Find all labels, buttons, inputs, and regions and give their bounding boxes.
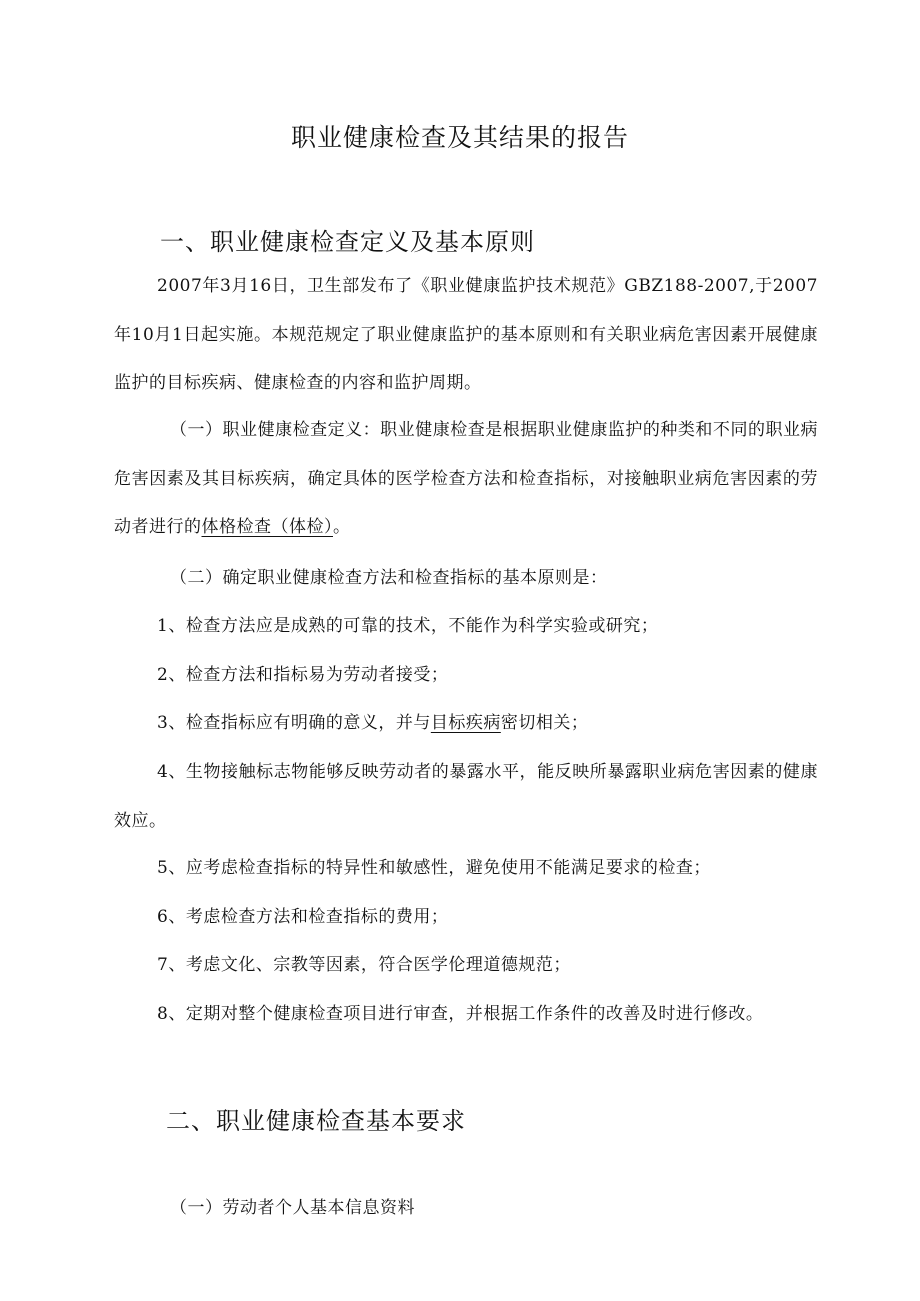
section2-subheading-1: （一）劳动者个人基本信息资料 [170,1198,415,1218]
principle-item-7: 7、考虑文化、宗教等因素，符合医学伦理道德规范； [157,955,571,975]
definition-paragraph [114,406,818,552]
principle-item-2: 2、检查方法和指标易为劳动者接受； [157,665,449,685]
principles-heading: （二）确定职业健康检查方法和检查指标的基本原则是： [170,568,608,588]
section2-heading: 二、职业健康检查基本要求 [166,1107,466,1135]
principle-item-1: 1、检查方法应是成熟的可靠的技术，不能作为科学实验或研究； [157,616,659,636]
principle-item-5: 5、应考虑检查指标的特异性和敏感性，避免使用不能满足要求的检查； [157,858,711,878]
section1-intro-paragraph: 2007年3月16日，卫生部发布了《职业健康监护技术规范》GBZ188-2007,于2007年10月1日起实施。本规范规定了职业健康监护的基本原则和有关职业病危害因素开展健康监护的目标疾病、健康检查的内容和监护周期。 [114,276,818,393]
definition-end: 。 [333,517,351,537]
principle-item-8: 8、定期对整个健康检查项目进行审查，并根据工作条件的改善及时进行修改。 [157,1004,764,1024]
principle-item-3-text: 3、检查指标应有明确的意义，并与 [157,713,431,733]
target-disease-link[interactable]: 目标疾病 [430,713,501,733]
physical-exam-link[interactable]: 体格检查（体检） [201,517,333,537]
principle-item-3 [114,699,818,748]
principle-item-6: 6、考虑检查方法和检查指标的费用； [157,907,449,927]
principle-item-4: 4、生物接触标志物能够反映劳动者的暴露水平，能反映所暴露职业病危害因素的健康效应。 [114,762,818,831]
definition-text: （一）职业健康检查定义：职业健康检查是根据职业健康监护的种类和不同的职业病危害因素及其目标疾病，确定具体的医学检查方法和检查指标，对接触职业病危害因素的劳动者进行的 [114,420,818,537]
principle-item-3-end: 密切相关； [500,713,589,733]
section1-heading: 一、职业健康检查定义及基本原则 [160,228,535,256]
document-title: 职业健康检查及其结果的报告 [290,123,629,152]
